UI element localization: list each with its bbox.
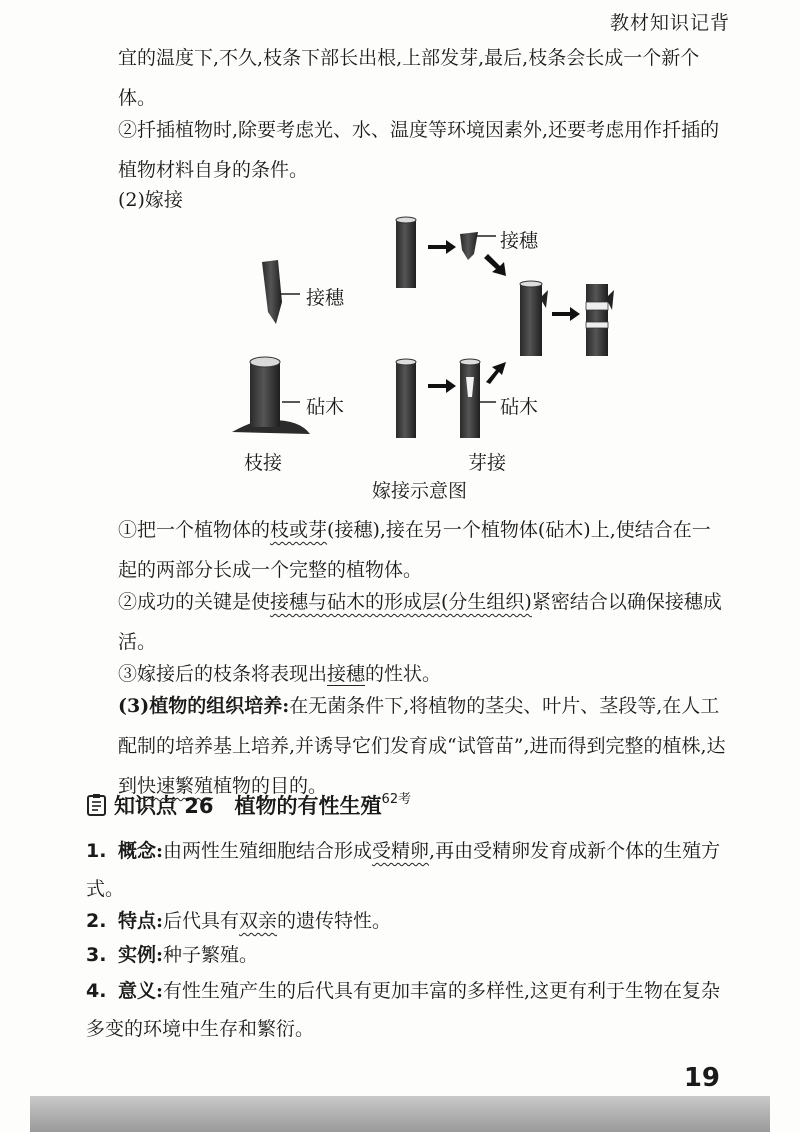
text: 紧密结合以确保接穗成活。 bbox=[118, 591, 722, 653]
caption-branch-grafting: 枝接 bbox=[244, 452, 283, 474]
scion-branch-left bbox=[262, 260, 282, 324]
figure-caption: 嫁接示意图 bbox=[372, 480, 468, 502]
scion-stem-top bbox=[396, 217, 416, 288]
page-footer-band bbox=[30, 1096, 770, 1132]
grafted-stem-final bbox=[586, 284, 614, 356]
item-label: 实例: bbox=[118, 944, 164, 966]
section-heading bbox=[86, 790, 411, 820]
text: 由两性生殖细胞结合形成 bbox=[163, 840, 373, 862]
text: 后代具有 bbox=[163, 910, 240, 932]
scion-label-right: 接穗 bbox=[500, 230, 539, 252]
text: ②成功的关键是使 bbox=[118, 591, 271, 613]
text: 种子繁殖。 bbox=[163, 944, 259, 966]
page-number: 19 bbox=[683, 1063, 720, 1093]
list-item bbox=[86, 936, 736, 974]
item-label: 意义: bbox=[118, 980, 164, 1002]
stock-label-left: 砧木 bbox=[306, 396, 345, 418]
text: ,再由受精卵发育成新个体的生殖方式。 bbox=[86, 840, 721, 900]
list-item bbox=[86, 832, 736, 908]
text: ①把一个植物体的 bbox=[118, 519, 271, 541]
item-number: 1. bbox=[86, 840, 107, 862]
item-number: 3. bbox=[86, 944, 107, 966]
text: (接穗),接在另一个植物体(砧木)上,使结合在一起的两部分长成一个完整的植物体。 bbox=[118, 519, 711, 581]
text: 的遗传特性。 bbox=[277, 910, 392, 932]
exam-count: 62考 bbox=[381, 791, 412, 807]
notebook-icon bbox=[86, 793, 108, 817]
tissue-culture-paragraph bbox=[118, 686, 728, 806]
caption-bud-grafting: 芽接 bbox=[468, 452, 507, 474]
item-label: 概念: bbox=[118, 840, 164, 862]
stock-stem-bottom bbox=[396, 359, 416, 438]
text: 在无菌条件下,将植物的茎尖、叶片、茎段等,在人工配制的培养基上培养,并诱导它们发育成“试管苗”,进而得到完整的植株,达到 bbox=[118, 695, 726, 797]
text: 植物的目的。 bbox=[213, 775, 328, 797]
emphasis: 双亲 bbox=[239, 910, 278, 932]
stock-stem-cut bbox=[460, 359, 480, 438]
item-number: 4. bbox=[86, 980, 107, 1002]
stock-label-right: 砧木 bbox=[500, 396, 539, 418]
running-header: 教材知识记背 bbox=[609, 12, 730, 34]
paragraph-cutting-result: 宜的温度下,不久,枝条下部长出根,上部发芽,最后,枝条会长成一个新个体。 bbox=[118, 47, 700, 109]
grafting-diagram bbox=[0, 212, 800, 502]
tissue-culture-label: (3)植物的组织培养: bbox=[118, 695, 290, 717]
emphasis: 接穗 bbox=[327, 663, 366, 685]
section-title: 知识点 26 植物的有性生殖 bbox=[114, 794, 382, 818]
emphasis: 枝或芽 bbox=[270, 519, 328, 541]
emphasis: 接穗与砧木的形成层(分生组织) bbox=[270, 591, 532, 613]
emphasis: 受精卵 bbox=[372, 840, 430, 862]
bud-scion bbox=[460, 232, 478, 260]
emphasis: 快速繁殖 bbox=[137, 775, 214, 797]
scion-label-left: 接穗 bbox=[306, 287, 345, 309]
list-item bbox=[86, 902, 736, 940]
text: 有性生殖产生的后代具有更加丰富的多样性,这更有利于生物在复杂多变的环境中生存和繁衍。 bbox=[86, 980, 721, 1040]
grafting-point-1 bbox=[118, 510, 728, 590]
grafting-heading: (2)嫁接 bbox=[118, 189, 183, 211]
list-item bbox=[86, 972, 736, 1048]
item-number: 2. bbox=[86, 910, 107, 932]
item-label: 特点: bbox=[118, 910, 164, 932]
paragraph-cutting-note: ②扦插植物时,除要考虑光、水、温度等环境因素外,还要考虑用作扦插的植物材料自身的条件。 bbox=[118, 119, 720, 181]
grafting-point-2 bbox=[118, 582, 728, 662]
text: 的性状。 bbox=[365, 663, 442, 685]
rootstock-left bbox=[232, 357, 310, 434]
grafted-stem-middle bbox=[520, 281, 548, 356]
text: ③嫁接后的枝条将表现出 bbox=[118, 663, 328, 685]
